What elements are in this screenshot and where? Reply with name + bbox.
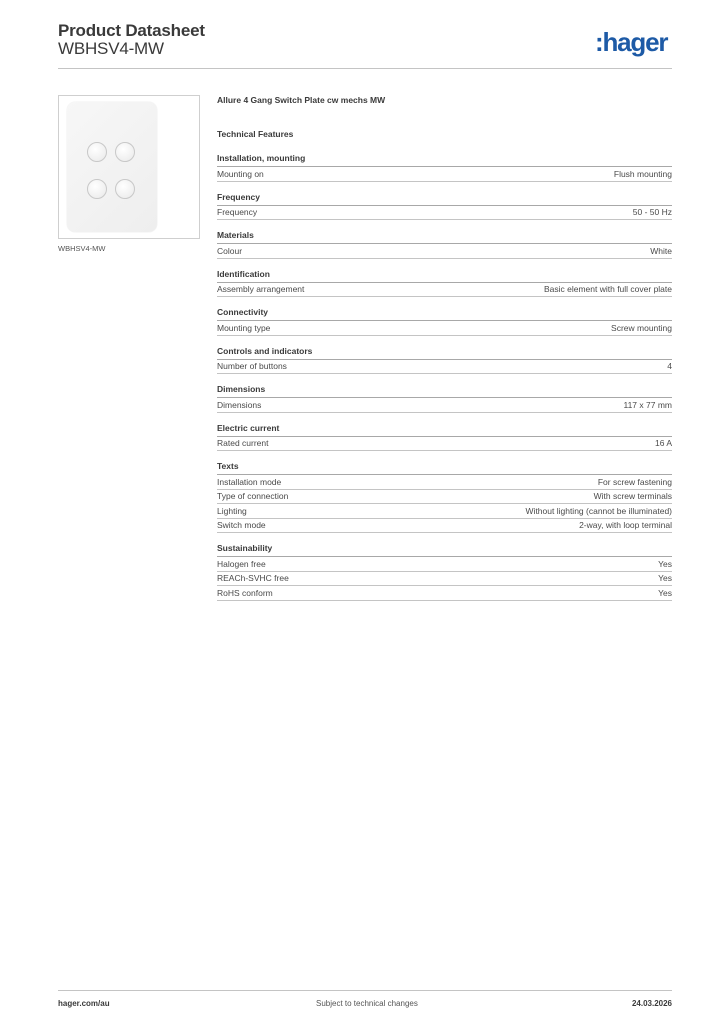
section-title: Installation, mounting: [217, 153, 672, 167]
feature-row: [217, 283, 672, 298]
feature-row: [217, 490, 672, 505]
feature-value: Flush mounting: [613, 168, 672, 179]
feature-label: Type of connection: [217, 491, 289, 502]
feature-row: [217, 206, 672, 221]
technical-features-heading: Technical Features: [217, 129, 294, 139]
section-title: Materials: [217, 230, 672, 244]
header-divider: [58, 68, 672, 69]
feature-value: Yes: [658, 587, 672, 598]
feature-section: [217, 230, 672, 259]
feature-section: [217, 461, 672, 533]
feature-row: [217, 321, 672, 336]
feature-section: [217, 192, 672, 221]
switch-plate-illustration: [67, 102, 157, 232]
section-title: Connectivity: [217, 307, 672, 321]
feature-value: 2-way, with loop terminal: [579, 520, 672, 531]
feature-section: [217, 543, 672, 601]
feature-row: [217, 504, 672, 519]
feature-label: Mounting type: [217, 322, 271, 333]
feature-row: [217, 572, 672, 587]
footer-date: 24.03.2026: [631, 999, 672, 1008]
product-name: Allure 4 Gang Switch Plate cw mechs MW: [217, 95, 386, 105]
footer-website: hager.com/au: [58, 999, 110, 1008]
feature-label: Lighting: [217, 505, 247, 516]
feature-row: [217, 586, 672, 601]
feature-row: [217, 360, 672, 375]
section-title: Frequency: [217, 192, 672, 206]
section-title: Dimensions: [217, 384, 672, 398]
feature-label: RoHS conform: [217, 587, 273, 598]
feature-row: [217, 557, 672, 572]
image-caption: WBHSV4-MW: [58, 244, 106, 253]
feature-label: Colour: [217, 245, 243, 256]
feature-section: [217, 153, 672, 182]
feature-row: [217, 475, 672, 490]
feature-value: Yes: [658, 558, 672, 569]
feature-value: Screw mounting: [611, 322, 672, 333]
hager-logo: :hager: [595, 27, 668, 57]
product-image: [58, 95, 200, 239]
feature-section: [217, 269, 672, 298]
footer-notice: Subject to technical changes: [316, 999, 418, 1008]
feature-label: Frequency: [217, 207, 258, 218]
feature-sections: [217, 153, 672, 601]
feature-label: Mounting on: [217, 168, 264, 179]
switch-button-icon: [87, 179, 107, 199]
page-title: Product Datasheet: [58, 21, 205, 40]
footer-divider: [58, 990, 672, 991]
feature-section: [217, 346, 672, 375]
feature-label: Dimensions: [217, 399, 262, 410]
switch-button-icon: [115, 179, 135, 199]
feature-value: White: [650, 245, 672, 256]
feature-label: Assembly arrangement: [217, 284, 305, 295]
feature-value: 50 - 50 Hz: [632, 207, 672, 218]
feature-label: Installation mode: [217, 476, 282, 487]
feature-row: [217, 519, 672, 534]
product-code: WBHSV4-MW: [58, 39, 164, 58]
feature-row: [217, 167, 672, 182]
feature-value: 4: [667, 361, 672, 372]
feature-value: Basic element with full cover plate: [543, 284, 672, 295]
technical-content: [217, 95, 672, 601]
feature-value: Without lighting (cannot be illuminated): [525, 505, 672, 516]
section-title: Texts: [217, 461, 672, 475]
feature-value: 16 A: [654, 438, 672, 449]
feature-section: [217, 307, 672, 336]
feature-row: [217, 244, 672, 259]
feature-row: [217, 398, 672, 413]
feature-value: 117 x 77 mm: [623, 399, 672, 410]
feature-label: Halogen free: [217, 558, 266, 569]
feature-label: REACh-SVHC free: [217, 573, 289, 584]
feature-label: Number of buttons: [217, 361, 287, 372]
feature-value: For screw fastening: [597, 476, 672, 487]
feature-value: Yes: [658, 573, 672, 584]
section-title: Identification: [217, 269, 672, 283]
feature-row: [217, 437, 672, 452]
section-title: Electric current: [217, 423, 672, 437]
feature-section: [217, 384, 672, 413]
feature-section: [217, 423, 672, 452]
section-title: Controls and indicators: [217, 346, 672, 360]
feature-label: Switch mode: [217, 520, 266, 531]
feature-value: With screw terminals: [593, 491, 672, 502]
feature-label: Rated current: [217, 438, 269, 449]
switch-button-icon: [115, 142, 135, 162]
switch-button-icon: [87, 142, 107, 162]
section-title: Sustainability: [217, 543, 672, 557]
